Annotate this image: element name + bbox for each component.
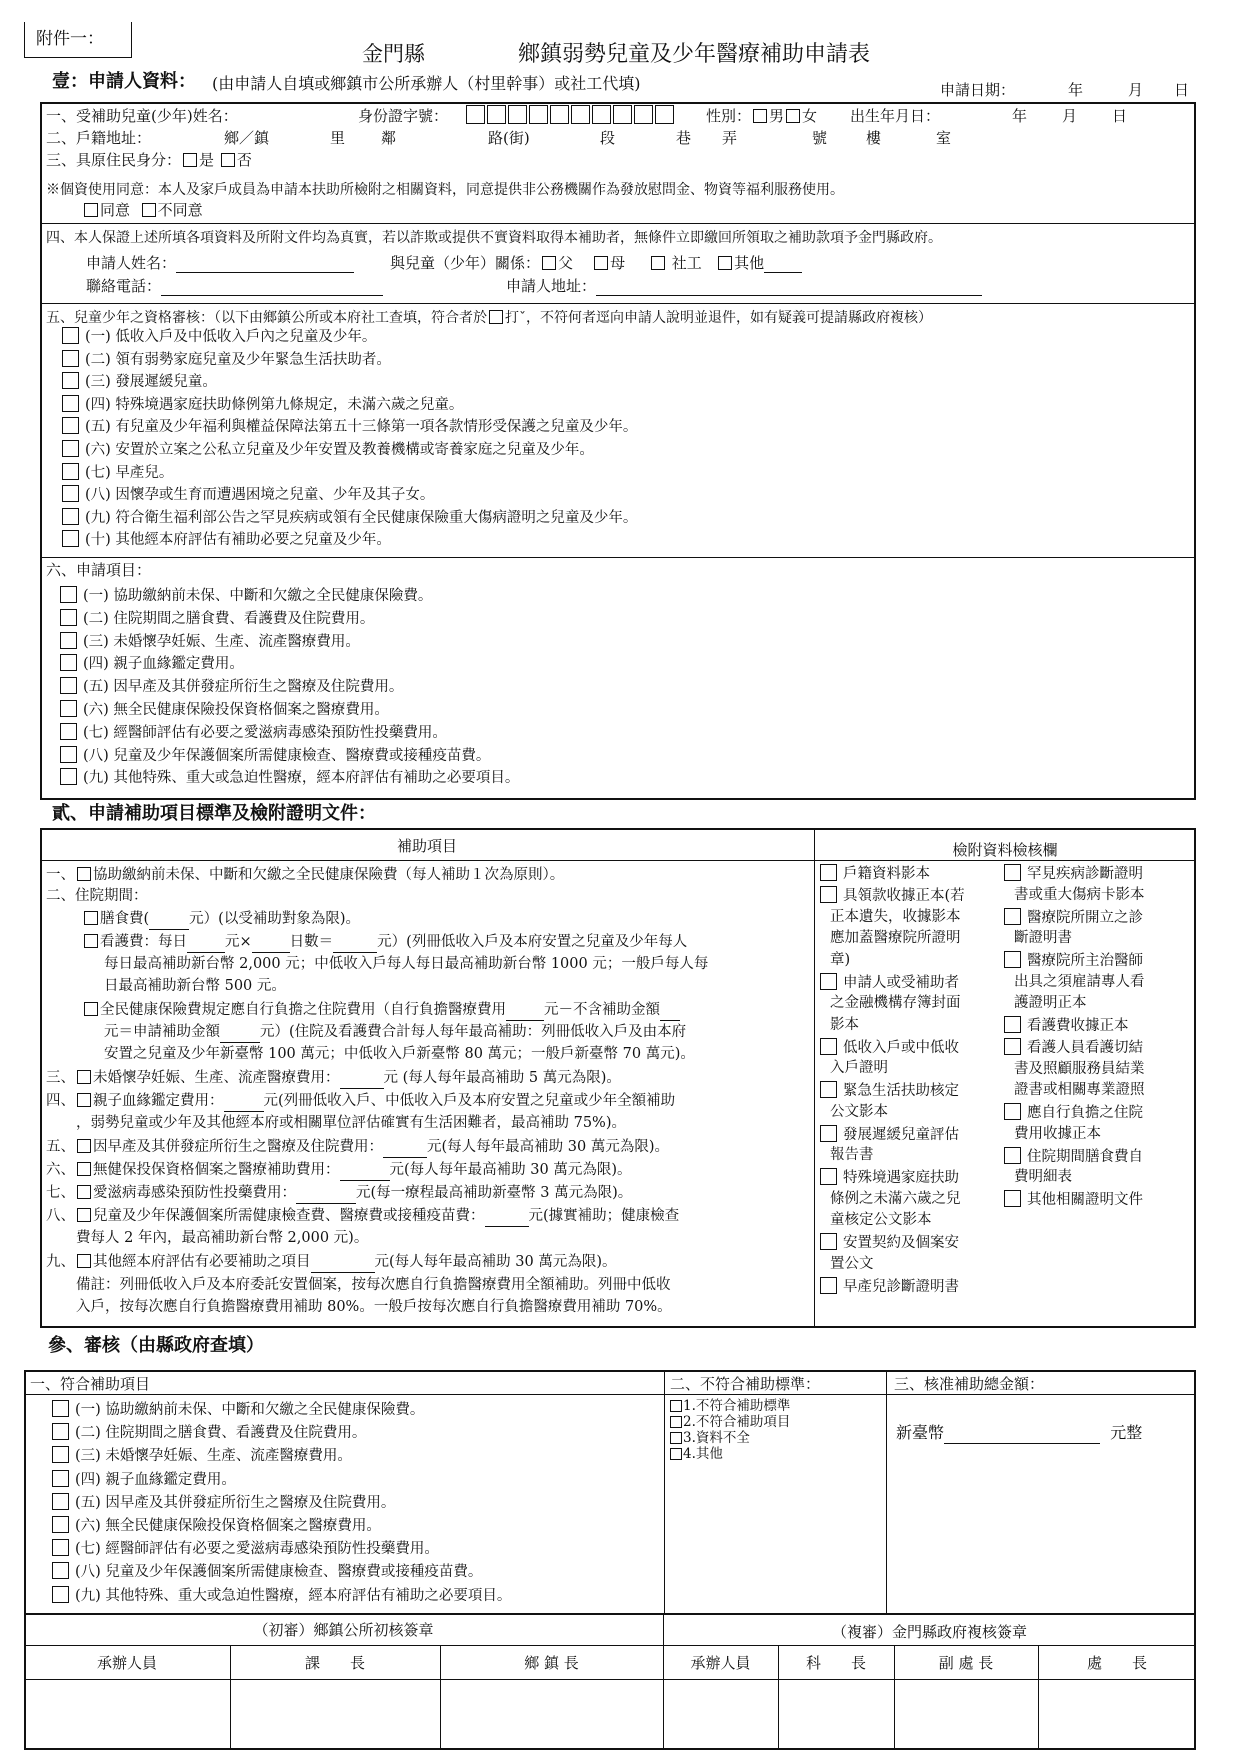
eligibility-item-8 bbox=[60, 485, 434, 506]
apply-item-checkbox[interactable] bbox=[60, 700, 77, 717]
s2-hosp-fee-l3: 安置之兒童及少年新臺幣 100 萬元；中低收入戶新臺幣 80 萬元；一般戶新臺幣 70 萬元)。 bbox=[104, 1046, 695, 1062]
relationship-field: 與兒童（少年）關係： 父 母 社工 其他 bbox=[390, 253, 802, 273]
s3-eligible-item-checkbox[interactable] bbox=[52, 1470, 69, 1487]
doc-left-label: 戶籍資料影本 bbox=[843, 866, 930, 882]
doc-right-label: 斷證明書 bbox=[1014, 930, 1072, 946]
doc-right-6-line bbox=[1014, 1125, 1101, 1145]
doc-right-3-line bbox=[1014, 973, 1145, 993]
s3-eligible-item-6 bbox=[50, 1516, 381, 1537]
household-address-label: 二、戶籍地址： bbox=[46, 129, 152, 147]
col-doc-check: 檢附資料檢核欄 bbox=[952, 841, 1058, 859]
doc-left-label: 報告書 bbox=[830, 1147, 874, 1163]
apply-date-year: 年 bbox=[1068, 81, 1084, 99]
eligibility-item-checkbox[interactable] bbox=[62, 350, 79, 367]
doc-left-label: 應加蓋醫療院所證明 bbox=[830, 930, 961, 946]
gender-male-checkbox[interactable] bbox=[753, 109, 767, 123]
doc-right-label: 費明細表 bbox=[1014, 1169, 1072, 1185]
col-subsidy-items: 補助項目 bbox=[396, 837, 457, 855]
eligibility-item-3 bbox=[60, 372, 217, 393]
apply-date-label: 申請日期： bbox=[940, 81, 1016, 99]
apply-item-checkbox[interactable] bbox=[60, 609, 77, 626]
s3-eligible-item-label: (七) 經醫師評估有必要之愛滋病毒感染預防性投藥費用。 bbox=[75, 1541, 439, 1558]
s2-item-5: 五、 因早產及其併發症所衍生之醫療及住院費用： 元(每人每年最高補助 30 萬元為限)。 bbox=[46, 1138, 669, 1158]
eligibility-item-label: (五) 有兒童及少年福利與權益保障法第五十三條第一項各款情形受保護之兒童及少年。 bbox=[85, 419, 638, 436]
apply-items-header: 六、申請項目： bbox=[46, 561, 152, 579]
doc-left-label: 之金融機構存簿封面 bbox=[830, 995, 961, 1011]
sign-mayor: 鄉 鎮 長 bbox=[524, 1654, 579, 1672]
doc-right-label: 醫療院所開立之診 bbox=[1027, 909, 1143, 926]
doc-left-label: 緊急生活扶助核定 bbox=[843, 1083, 959, 1099]
eligibility-item-5 bbox=[60, 417, 637, 438]
section1-note: (由申請人自填或鄉鎮市公所承辦人（村里幹事）或社工代填) bbox=[212, 74, 641, 93]
s3-eligible-item-1 bbox=[50, 1400, 424, 1421]
relation-mother-checkbox[interactable] bbox=[594, 256, 608, 270]
doc-left-checkbox[interactable] bbox=[820, 973, 837, 990]
eligibility-item-7 bbox=[60, 463, 173, 484]
doc-left-5-line bbox=[830, 1103, 888, 1123]
eligibility-item-label: (六) 安置於立案之公私立兒童及少年安置及教養機構或寄養家庭之兒童及少年。 bbox=[85, 442, 594, 458]
doc-right-label: 應自行負擔之住院 bbox=[1027, 1105, 1143, 1121]
addr-alley: 弄 bbox=[722, 129, 738, 147]
apply-item-9 bbox=[58, 768, 519, 789]
ineligible-option-checkbox[interactable] bbox=[670, 1448, 682, 1460]
s2-item-4: 四、 親子血緣鑑定費用： 元(列冊低收入戶、中低收入戶及本府安置之兒童或少年全額補助 bbox=[46, 1092, 675, 1112]
doc-left-label: 公文影本 bbox=[830, 1103, 888, 1120]
doc-right-5 bbox=[1002, 1038, 1143, 1059]
s2-item-8-l2: 費每人 2 年內，最高補助新台幣 2,000 元)。 bbox=[76, 1230, 369, 1246]
s3-eligible-item-checkbox[interactable] bbox=[52, 1493, 69, 1510]
s2-item-9: 九、 其他經本府評估有必要補助之項目 元(每人每年最高補助 30 萬元為限)。 bbox=[46, 1253, 616, 1273]
ineligible-option-3 bbox=[670, 1430, 750, 1446]
s2-note-l2: 入戶，按每次應自行負擔醫療費用補助 80%。一般戶按每次應自行負擔醫療費用補助 70%。 bbox=[76, 1299, 672, 1315]
data-consent-text: ※個資使用同意：本人及家戶成員為申請本扶助所檢附之相關資料，同意提供非公務機關作為發放慰問金、物資等福利服務使用。 bbox=[46, 182, 844, 198]
apply-item-8 bbox=[58, 746, 490, 767]
s3-eligible-item-5 bbox=[50, 1493, 395, 1514]
relation-father-checkbox[interactable] bbox=[542, 256, 556, 270]
indigenous-no-checkbox[interactable] bbox=[221, 153, 235, 167]
doc-left-checkbox[interactable] bbox=[820, 1168, 837, 1185]
eligibility-item-checkbox[interactable] bbox=[62, 395, 79, 412]
doc-right-1 bbox=[1002, 864, 1143, 885]
doc-left-2-line bbox=[830, 929, 961, 949]
ineligible-option-checkbox[interactable] bbox=[670, 1432, 682, 1444]
s3-eligible-item-label: (一) 協助繳納前未保、中斷和欠繳之全民健康保險費。 bbox=[75, 1402, 425, 1418]
s3-col-eligible: 一、符合補助項目 bbox=[30, 1375, 151, 1393]
s3-eligible-item-3 bbox=[50, 1446, 352, 1467]
addr-lane: 巷 bbox=[676, 129, 692, 147]
doc-left-label: 具領款收據正本(若 bbox=[843, 888, 965, 904]
s3-eligible-item-checkbox[interactable] bbox=[52, 1539, 69, 1556]
birth-month: 月 bbox=[1062, 107, 1078, 125]
consent-agree-checkbox[interactable] bbox=[84, 203, 98, 217]
sign-officer-1: 承辦人員 bbox=[96, 1654, 157, 1672]
s3-col-ineligible: 二、不符合補助標準： bbox=[670, 1375, 821, 1393]
doc-left-8-line bbox=[830, 1255, 874, 1275]
eligibility-item-checkbox[interactable] bbox=[62, 440, 79, 457]
eligibility-item-label: (二) 領有弱勢家庭兒童及少年緊急生活扶助者。 bbox=[85, 351, 391, 368]
s2-item-7: 七、 愛滋病毒感染預防性投藥費用： 元(每一療程最高補助新臺幣 3 萬元為限)。 bbox=[46, 1184, 632, 1204]
doc-right-checkbox[interactable] bbox=[1004, 951, 1021, 968]
eligibility-item-checkbox[interactable] bbox=[62, 530, 79, 547]
doc-right-label: 書或重大傷病卡影本 bbox=[1014, 886, 1145, 903]
doc-left-label: 影本 bbox=[830, 1016, 859, 1033]
doc-left-checkbox[interactable] bbox=[820, 1125, 837, 1142]
ineligible-option-1 bbox=[670, 1398, 790, 1414]
doc-left-6-line bbox=[830, 1146, 874, 1166]
apply-item-checkbox[interactable] bbox=[60, 586, 77, 603]
doc-left-7-line bbox=[830, 1211, 932, 1231]
ineligible-option-label: 2.不符合補助項目 bbox=[683, 1414, 791, 1430]
doc-right-8 bbox=[1002, 1190, 1143, 1211]
s2-item-3: 三、 未婚懷孕妊娠、生產、流產醫療費用： 元 (每人每年最高補助 5 萬元為限)。 bbox=[46, 1069, 621, 1089]
apply-item-checkbox[interactable] bbox=[60, 746, 77, 763]
addr-road: 路(街) bbox=[488, 129, 530, 147]
child-name-label: 一、受補助兒童(少年)姓名： bbox=[46, 107, 238, 125]
eligibility-item-label: (一) 低收入戶及中低收入戶內之兒童及少年。 bbox=[85, 329, 377, 345]
apply-item-checkbox[interactable] bbox=[60, 632, 77, 649]
doc-right-7-line bbox=[1014, 1168, 1072, 1188]
doc-right-2-line bbox=[1014, 929, 1072, 949]
s3-eligible-item-4 bbox=[50, 1470, 236, 1491]
doc-right-label: 罕見疾病診斷證明 bbox=[1027, 866, 1143, 882]
addr-neighborhood: 鄰 bbox=[381, 129, 397, 147]
s3-eligible-item-checkbox[interactable] bbox=[52, 1400, 69, 1417]
relation-social-worker-checkbox[interactable] bbox=[651, 256, 665, 270]
s3-eligible-item-checkbox[interactable] bbox=[52, 1586, 69, 1603]
s3-eligible-item-label: (八) 兒童及少年保護個案所需健康檢查、醫療費或接種疫苗費。 bbox=[75, 1564, 483, 1581]
apply-item-5 bbox=[58, 677, 403, 698]
sign-director: 處 長 bbox=[1086, 1654, 1147, 1672]
s3-eligible-item-2 bbox=[50, 1423, 366, 1444]
s3-eligible-item-checkbox[interactable] bbox=[52, 1423, 69, 1440]
apply-item-label: (四) 親子血緣鑑定費用。 bbox=[83, 656, 244, 673]
consent-disagree-checkbox[interactable] bbox=[142, 203, 156, 217]
eligibility-item-9 bbox=[60, 508, 637, 529]
eligibility-item-checkbox[interactable] bbox=[62, 508, 79, 525]
doc-left-checkbox[interactable] bbox=[820, 864, 837, 881]
eligibility-item-checkbox[interactable] bbox=[62, 327, 79, 344]
doc-left-3-line bbox=[830, 994, 961, 1014]
applicant-address-field: 申請人地址： bbox=[506, 276, 982, 296]
s2-care-fee-l2: 每日最高補助新台幣 2,000 元；中低收入戶每人每日最高補助新台幣 1000 元；一般戶每人每 bbox=[104, 956, 709, 972]
s3-eligible-item-label: (六) 無全民健康保險投保資格個案之醫療費用。 bbox=[75, 1518, 381, 1534]
doc-right-label: 書及照顧服務員結業 bbox=[1014, 1060, 1145, 1077]
s3-eligible-item-checkbox[interactable] bbox=[52, 1446, 69, 1463]
s2-hosp-fee: 全民健康保險費規定應自行負擔之住院費用（自行負擔醫療費用 元－不含補助金額 bbox=[82, 1001, 680, 1021]
s3-eligible-item-8 bbox=[50, 1562, 482, 1583]
addr-floor: 樓 bbox=[866, 129, 882, 147]
doc-right-7 bbox=[1002, 1147, 1143, 1168]
doc-left-checkbox[interactable] bbox=[820, 1038, 837, 1055]
birth-day: 日 bbox=[1112, 107, 1128, 125]
doc-left-5 bbox=[818, 1081, 959, 1102]
s2-care-fee: 看護費：每日 元× 日數＝ 元）(列冊低收入戶及本府安置之兒童及少年每人 bbox=[82, 933, 687, 953]
doc-left-label: 早產兒診斷證明書 bbox=[843, 1278, 959, 1295]
s2-item-6: 六、 無健保投保資格個案之醫療補助費用： 元(每人每年最高補助 30 萬元為限)。 bbox=[46, 1161, 631, 1181]
s3-eligible-item-label: (五) 因早產及其併發症所衍生之醫療及住院費用。 bbox=[75, 1494, 396, 1511]
s3-eligible-item-9 bbox=[50, 1586, 511, 1607]
apply-item-1 bbox=[58, 586, 432, 607]
addr-room: 室 bbox=[936, 129, 952, 147]
doc-left-4-line bbox=[830, 1059, 888, 1079]
doc-left-2 bbox=[818, 886, 965, 907]
doc-left-label: 正本遺失，收據影本 bbox=[830, 908, 961, 925]
doc-right-5-line bbox=[1014, 1060, 1145, 1080]
relation-other-input[interactable] bbox=[764, 259, 802, 273]
apply-item-label: (七) 經醫師評估有必要之愛滋病毒感染預防性投藥費用。 bbox=[83, 724, 447, 741]
apply-item-label: (九) 其他特殊、重大或急迫性醫療，經本府評估有補助之必要項目。 bbox=[83, 770, 520, 787]
birth-date-label: 出生年月日： bbox=[850, 107, 941, 125]
s3-eligible-item-label: (九) 其他特殊、重大或急迫性醫療，經本府評估有補助之必要項目。 bbox=[75, 1587, 512, 1604]
apply-item-checkbox[interactable] bbox=[60, 723, 77, 740]
ineligible-option-checkbox[interactable] bbox=[670, 1416, 682, 1428]
apply-date-day: 日 bbox=[1174, 81, 1190, 99]
s2-item-4-l2: ，弱勢兒童或少年及其他經本府或相關單位評估確實有生活困難者，最高補助 75%)。 bbox=[76, 1115, 626, 1131]
doc-left-3-line bbox=[830, 1016, 859, 1036]
applicant-name-input[interactable] bbox=[176, 259, 354, 273]
addr-number: 號 bbox=[812, 129, 828, 147]
eligibility-item-checkbox[interactable] bbox=[62, 463, 79, 480]
doc-right-label: 其他相關證明文件 bbox=[1027, 1192, 1143, 1208]
doc-left-3 bbox=[818, 973, 959, 994]
section2-title: 貳、申請補助項目標準及檢附證明文件： bbox=[52, 803, 376, 824]
doc-left-label: 安置契約及個案安 bbox=[843, 1235, 959, 1251]
doc-right-2 bbox=[1002, 908, 1143, 929]
doc-right-1-line bbox=[1014, 886, 1145, 906]
eligibility-item-2 bbox=[60, 350, 391, 371]
s2-item-2: 二、住院期間： bbox=[46, 888, 148, 904]
ineligible-option-4 bbox=[670, 1446, 723, 1462]
eligibility-item-6 bbox=[60, 440, 594, 461]
doc-right-5-line bbox=[1014, 1081, 1145, 1101]
declaration-text: 四、本人保證上述所填各項資料及所附文件均為真實，若以詐欺或提供不實資料取得本補助者，無條件立即繳回所領取之補助款項予金門縣政府。 bbox=[46, 230, 942, 246]
doc-right-label: 看護人員看護切結 bbox=[1027, 1040, 1143, 1056]
s3-eligible-item-checkbox[interactable] bbox=[52, 1516, 69, 1533]
approved-amount-input[interactable] bbox=[944, 1427, 1100, 1444]
ineligible-option-2 bbox=[670, 1414, 790, 1430]
apply-item-3 bbox=[58, 632, 360, 653]
eligibility-item-checkbox[interactable] bbox=[62, 372, 79, 389]
apply-item-label: (五) 因早產及其併發症所衍生之醫療及住院費用。 bbox=[83, 679, 404, 696]
doc-right-checkbox[interactable] bbox=[1004, 1016, 1021, 1033]
doc-right-checkbox[interactable] bbox=[1004, 1103, 1021, 1120]
eligibility-item-4 bbox=[60, 395, 463, 416]
sign-division-chief: 科 長 bbox=[805, 1654, 866, 1672]
applicant-name-field: 申請人姓名： bbox=[86, 253, 354, 273]
eligibility-item-label: (七) 早產兒。 bbox=[85, 464, 174, 481]
doc-right-checkbox[interactable] bbox=[1004, 908, 1021, 925]
relation-other-checkbox[interactable] bbox=[718, 256, 732, 270]
s2-item-8: 八、 兒童及少年保護個案所需健康檢查費、醫療費或接種疫苗費： 元(據實補助；健康檢查 bbox=[46, 1207, 679, 1227]
doc-left-label: 置公文 bbox=[830, 1255, 874, 1272]
doc-right-label: 住院期間膳食費自 bbox=[1027, 1148, 1143, 1165]
s2-item-1: 一、 協助繳納前未保、中斷和欠繳之全民健康保險費（每人補助１次為原則）。 bbox=[46, 867, 565, 883]
doc-right-3-line bbox=[1014, 994, 1087, 1014]
eligibility-header: 五、兒童少年之資格審核：（以下由鄉鎮公所或本府社工查填，符合者於 打ˇ，不符何者逕向申請人說明並退件，如有疑義可提請縣政府複核） bbox=[46, 310, 932, 326]
apply-date-month: 月 bbox=[1128, 81, 1144, 99]
apply-item-2 bbox=[58, 609, 374, 630]
doc-left-checkbox[interactable] bbox=[820, 1081, 837, 1098]
apply-item-label: (三) 未婚懷孕妊娠、生產、流產醫療費用。 bbox=[83, 633, 360, 650]
s3-eligible-item-7 bbox=[50, 1539, 439, 1560]
addr-section: 段 bbox=[600, 129, 616, 147]
gender-field: 性別： 男 女 bbox=[706, 107, 818, 125]
eligibility-item-label: (十) 其他經本府評估有補助必要之兒童及少年。 bbox=[85, 532, 391, 549]
doc-right-checkbox[interactable] bbox=[1004, 1147, 1021, 1164]
ineligible-option-label: 4.其他 bbox=[683, 1446, 723, 1462]
eligibility-item-checkbox[interactable] bbox=[62, 417, 79, 434]
second-review-header: （複審）金門縣政府複核簽章 bbox=[831, 1623, 1027, 1641]
s3-eligible-item-checkbox[interactable] bbox=[52, 1562, 69, 1579]
apply-item-checkbox[interactable] bbox=[60, 677, 77, 694]
doc-right-label: 醫療院所主治醫師 bbox=[1027, 953, 1143, 969]
doc-right-checkbox[interactable] bbox=[1004, 1190, 1021, 1207]
apply-item-label: (二) 住院期間之膳食費、看護費及住院費用。 bbox=[83, 610, 375, 627]
s3-col-approved: 三、核准補助總金額： bbox=[894, 1375, 1045, 1393]
eligibility-item-label: (四) 特殊境遇家庭扶助條例第九條規定，未滿六歲之兒童。 bbox=[85, 396, 464, 413]
doc-right-label: 出具之須雇請專人看 bbox=[1014, 973, 1145, 990]
sign-deputy-director: 副 處 長 bbox=[938, 1654, 994, 1672]
form-title: 鄉鎮弱勢兒童及少年醫療補助申請表 bbox=[518, 42, 871, 67]
id-number-label: 身份證字號： bbox=[358, 107, 449, 125]
gender-female-checkbox[interactable] bbox=[786, 109, 800, 123]
doc-left-8 bbox=[818, 1233, 959, 1254]
apply-item-7 bbox=[58, 723, 447, 744]
approved-amount-field: 新臺幣 元整 bbox=[896, 1423, 1143, 1442]
doc-left-7-line bbox=[830, 1190, 961, 1210]
apply-item-label: (六) 無全民健康保險投保資格個案之醫療費用。 bbox=[83, 702, 389, 718]
doc-left-2-line bbox=[830, 951, 850, 971]
s2-meal-fee: 膳食費( 元）(以受補助對象為限)。 bbox=[82, 910, 360, 930]
s3-eligible-item-label: (三) 未婚懷孕妊娠、生產、流產醫療費用。 bbox=[75, 1448, 352, 1465]
ineligible-option-label: 3.資料不全 bbox=[683, 1430, 750, 1446]
doc-left-label: 低收入戶或中低收 bbox=[843, 1039, 959, 1056]
eligibility-item-1 bbox=[60, 327, 376, 348]
doc-left-checkbox[interactable] bbox=[820, 886, 837, 903]
doc-left-4 bbox=[818, 1038, 959, 1059]
eligibility-item-checkbox[interactable] bbox=[62, 485, 79, 502]
s3-eligible-item-label: (二) 住院期間之膳食費、看護費及住院費用。 bbox=[75, 1425, 367, 1442]
apply-item-checkbox[interactable] bbox=[60, 654, 77, 671]
birth-year: 年 bbox=[1012, 107, 1028, 125]
doc-right-label: 護證明正本 bbox=[1014, 995, 1087, 1011]
doc-left-label: 童核定公文影本 bbox=[830, 1212, 932, 1228]
doc-right-label: 證書或相關專業證照 bbox=[1014, 1082, 1145, 1098]
section3-title: 參、審核（由縣政府查填） bbox=[48, 1335, 264, 1356]
doc-left-7 bbox=[818, 1168, 959, 1189]
doc-right-checkbox[interactable] bbox=[1004, 864, 1021, 881]
doc-right-label: 費用收據正本 bbox=[1014, 1125, 1101, 1142]
apply-item-label: (八) 兒童及少年保護個案所需健康檢查、醫療費或接種疫苗費。 bbox=[83, 747, 491, 764]
apply-item-4 bbox=[58, 654, 244, 675]
doc-left-9 bbox=[818, 1277, 959, 1298]
doc-right-label: 看護費收據正本 bbox=[1027, 1018, 1129, 1034]
doc-left-2-line bbox=[830, 908, 961, 928]
attachment-label: 附件一： bbox=[36, 29, 104, 49]
first-review-header: （初審）鄉鎮公所初核簽章 bbox=[253, 1621, 434, 1639]
doc-left-label: 條例之未滿六歲之兒 bbox=[830, 1190, 961, 1207]
doc-right-4 bbox=[1002, 1016, 1129, 1037]
consent-options: 同意 不同意 bbox=[82, 200, 203, 220]
doc-left-label: 入戶證明 bbox=[830, 1060, 888, 1076]
apply-item-label: (一) 協助繳納前未保、中斷和欠繳之全民健康保險費。 bbox=[83, 588, 433, 604]
doc-left-label: 發展遲緩兒童評估 bbox=[843, 1126, 959, 1143]
addr-township: 鄉／鎮 bbox=[224, 129, 270, 147]
id-number-boxes[interactable] bbox=[466, 105, 676, 125]
eligibility-item-label: (八) 因懷孕或生育而遭遇困境之兒童、少年及其子女。 bbox=[85, 487, 435, 504]
s2-note-l1: 備註：列冊低收入戶及本府委託安置個案，按每次應自行負擔醫療費用全額補助。列冊中低收 bbox=[76, 1277, 671, 1293]
addr-village: 里 bbox=[330, 129, 346, 147]
doc-left-label: 特殊境遇家庭扶助 bbox=[843, 1170, 959, 1186]
ineligible-option-checkbox[interactable] bbox=[670, 1400, 682, 1412]
ineligible-option-label: 1.不符合補助標準 bbox=[683, 1398, 791, 1414]
phone-input[interactable] bbox=[161, 282, 383, 296]
doc-right-3 bbox=[1002, 951, 1143, 972]
doc-right-6 bbox=[1002, 1103, 1143, 1124]
eligibility-item-label: (九) 符合衛生福利部公告之罕見疾病或領有全民健康保險重大傷病證明之兒童及少年。 bbox=[85, 509, 638, 526]
apply-item-6 bbox=[58, 700, 389, 721]
sign-officer-2: 承辦人員 bbox=[690, 1654, 751, 1672]
apply-item-checkbox[interactable] bbox=[60, 768, 77, 785]
eligibility-item-10 bbox=[60, 530, 391, 551]
doc-left-label: 章) bbox=[830, 951, 851, 968]
indigenous-yes-checkbox[interactable] bbox=[183, 153, 197, 167]
eligibility-item-label: (三) 發展遲緩兒童。 bbox=[85, 374, 217, 391]
applicant-address-input[interactable] bbox=[596, 282, 982, 296]
phone-field: 聯絡電話： bbox=[86, 276, 383, 296]
indigenous-status: 三、具原住民身分： 是 否 bbox=[46, 151, 252, 169]
doc-left-checkbox[interactable] bbox=[820, 1277, 837, 1294]
county-name: 金門縣 bbox=[362, 42, 425, 66]
doc-left-label: 申請人或受補助者 bbox=[843, 974, 959, 991]
s2-care-fee-l3: 日最高補助新台幣 500 元。 bbox=[104, 978, 286, 994]
sign-section-chief: 課 長 bbox=[304, 1654, 365, 1672]
doc-right-checkbox[interactable] bbox=[1004, 1038, 1021, 1055]
s3-eligible-item-label: (四) 親子血緣鑑定費用。 bbox=[75, 1471, 236, 1488]
doc-left-1 bbox=[818, 864, 930, 885]
doc-left-6 bbox=[818, 1125, 959, 1146]
s2-hosp-fee-l2: 元＝申請補助金額 元）(住院及看護費合計每人每年最高補助：列冊低收入戶及由本府 bbox=[104, 1023, 686, 1043]
section1-title: 壹：申請人資料： bbox=[52, 71, 196, 92]
doc-left-checkbox[interactable] bbox=[820, 1233, 837, 1250]
